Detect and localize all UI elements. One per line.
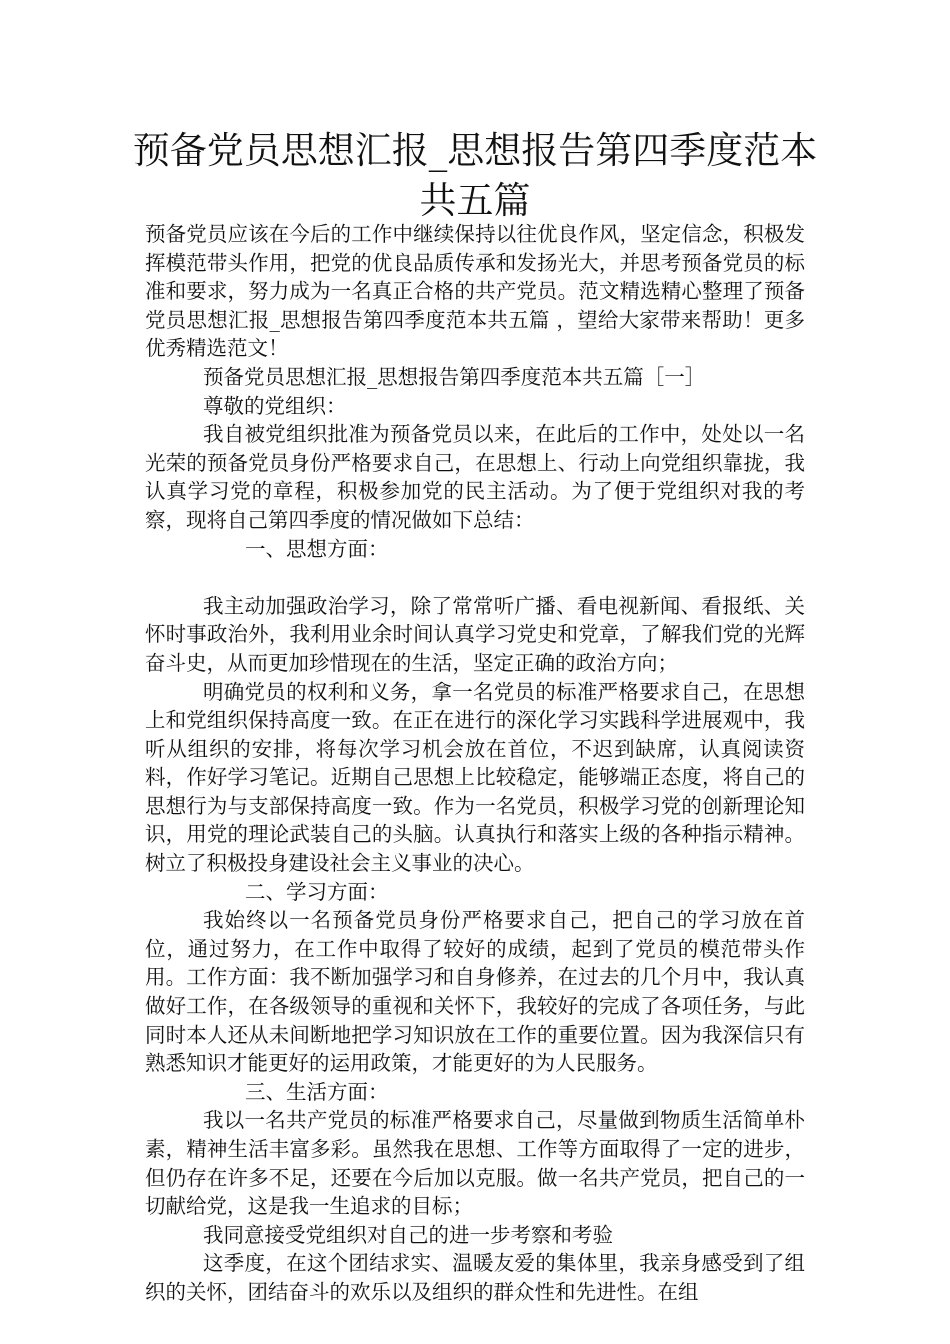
- document-title-line2: 共五篇: [419, 179, 531, 222]
- section-heading-study: 二、学习方面：: [245, 879, 389, 904]
- paragraph-1: 我自被党组织批准为预备党员以来，在此后的工作中，处处以一名光荣的预备党员身份严格要求自己，在思想上、行动上向党组织靠拢，我认真学习党的章程，积极参加党的民主活动。为了便于党组织对我的考察，现将自己第四季度的情况做如下总结：: [145, 422, 805, 532]
- document-body: [145, 220, 805, 1307]
- paragraph-5: 我以一名共产党员的标准严格要求自己，尽量做到物质生活简单朴素，精神生活丰富多彩。虽然我在思想、工作等方面取得了一定的进步，但仍存在许多不足，还要在今后加以克服。做一名共产党员，把自己的一切献给党，这是我一生追求的目标；: [145, 1108, 805, 1219]
- salutation: 尊敬的党组织：: [203, 393, 347, 418]
- paragraph-4: 我始终以一名预备党员身份严格要求自己，把自己的学习放在首位，通过努力，在工作中取得了较好的成绩，起到了党员的模范带头作用。工作方面：我不断加强学习和自身修养，在过去的几个月中，我认真做好工作，在各级领导的重视和关怀下，我较好的完成了各项任务，与此同时本人还从未间断地把学习知识放在工作的重要位置。因为我深信只有熟悉知识才能更好的运用政策，才能更好的为人民服务。: [145, 908, 805, 1076]
- paragraph-6: 我同意接受党组织对自己的进一步考察和考验: [203, 1222, 613, 1247]
- section-heading-thought: 一、思想方面：: [245, 536, 389, 561]
- paragraph-7: 这季度，在这个团结求实、温暖友爱的集体里，我亲身感受到了组织的关怀，团结奋斗的欢乐以及组织的群众性和先进性。在组: [145, 1251, 805, 1304]
- paragraph-3: 明确党员的权利和义务，拿一名党员的标准严格要求自己，在思想上和党组织保持高度一致。在正在进行的深化学习实践科学进展观中，我听从组织的安排，将每次学习机会放在首位，不迟到缺席，认真阅读资料，作好学习笔记。近期自己思想上比较稳定，能够端正态度，将自己的思想行为与支部保持高度一致。作为一名党员，积极学习党的创新理论知识，用党的理论武装自己的头脑。认真执行和落实上级的各种指示精神。树立了积极投身建设社会主义事业的决心。: [145, 679, 805, 876]
- section-heading-life: 三、生活方面：: [245, 1079, 389, 1104]
- blank-line: [145, 563, 805, 592]
- paragraph-2: 我主动加强政治学习，除了常常听广播、看电视新闻、看报纸、关怀时事政治外，我利用业余时间认真学习党史和党章，了解我们党的光辉奋斗史，从而更加珍惜现在的生活，坚定正确的政治方向；: [145, 593, 805, 675]
- document-title-line1: 预备党员思想汇报_思想报告第四季度范本: [132, 129, 818, 172]
- subtitle: 预备党员思想汇报_思想报告第四季度范本共五篇［一］: [203, 364, 706, 389]
- intro-paragraph: 预备党员应该在今后的工作中继续保持以往优良作风，坚定信念，积极发挥模范带头作用，把党的优良品质传承和发扬光大，并思考预备党员的标准和要求，努力成为一名真正合格的共产党员。范文精选精心整理了预备党员思想汇报_思想报告第四季度范本共五篇 ，望给大家带来帮助！更多优秀精选范文！: [145, 222, 805, 361]
